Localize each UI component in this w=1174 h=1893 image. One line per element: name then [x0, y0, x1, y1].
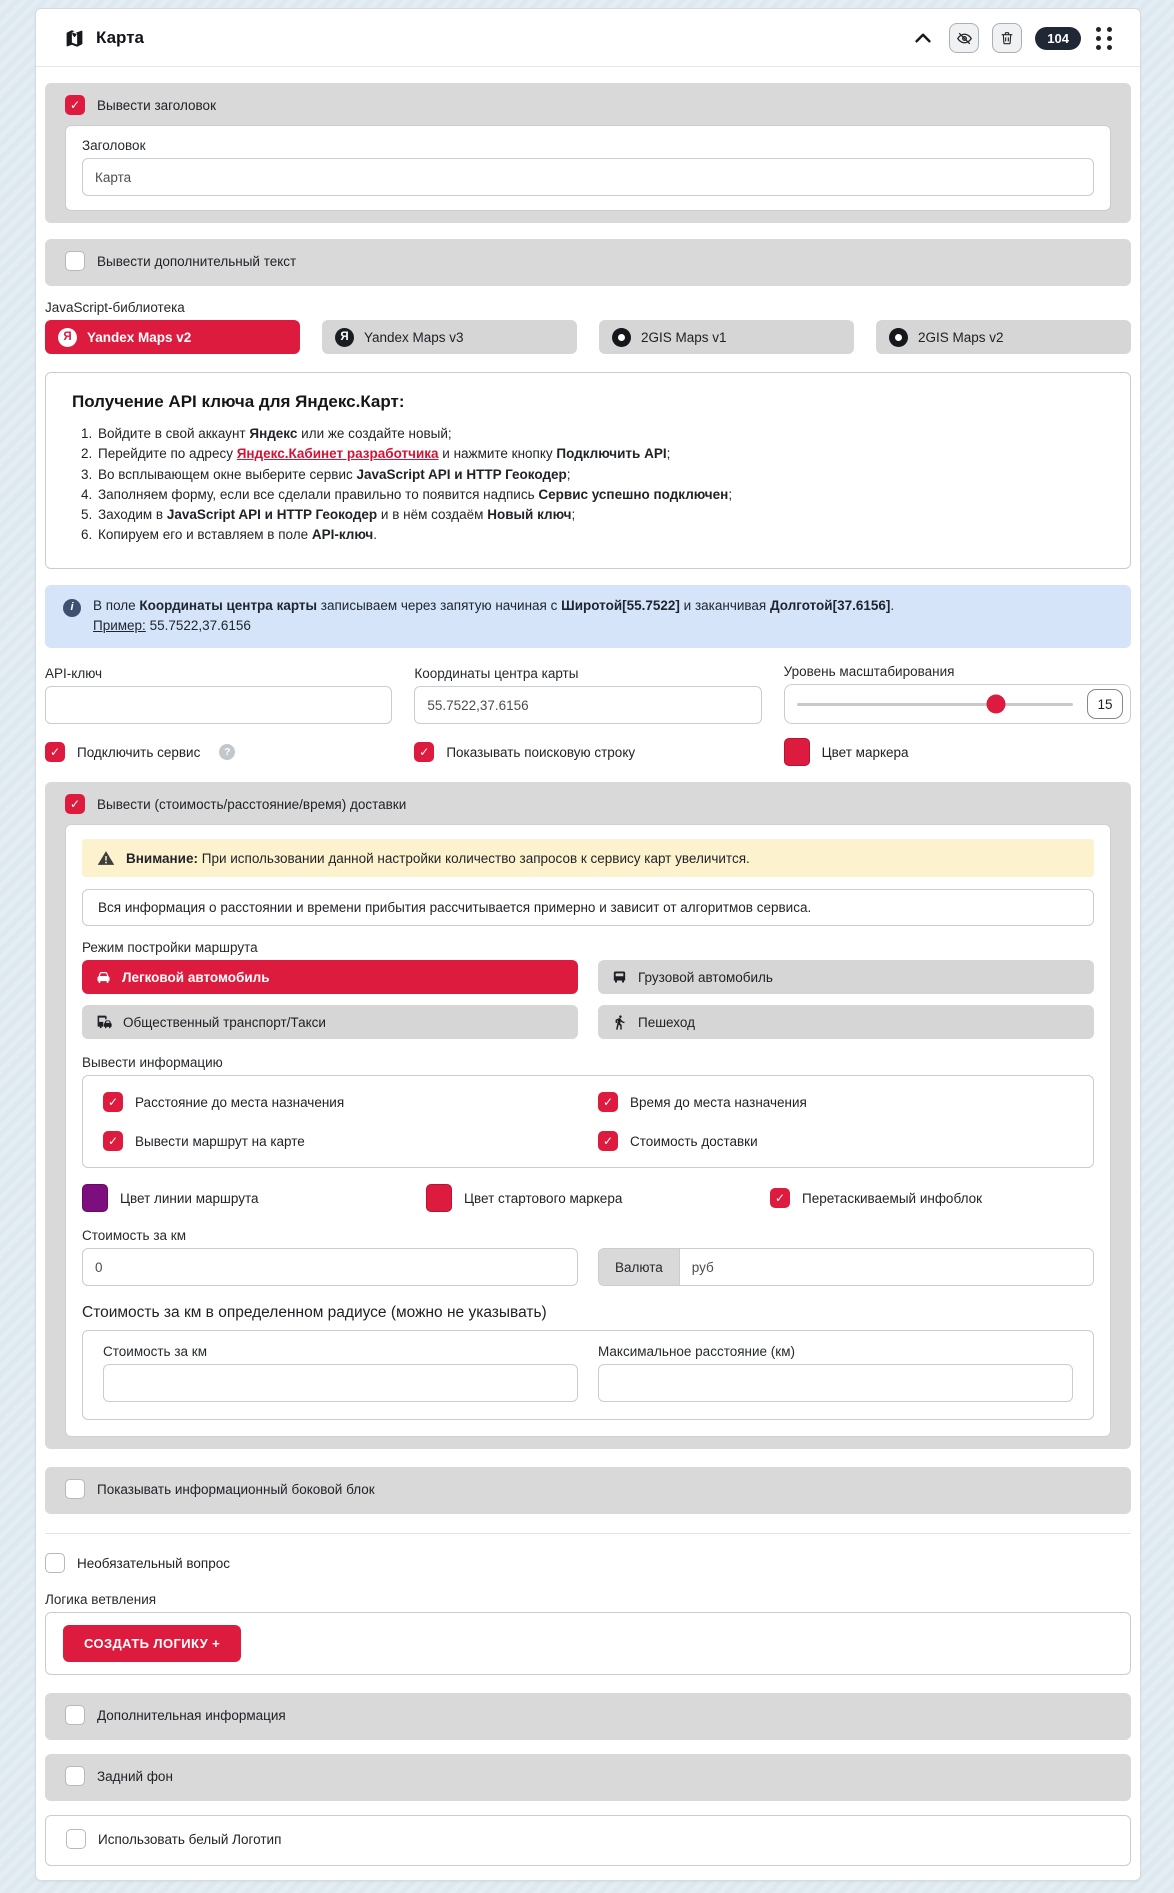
- bus-taxi-icon: [95, 1013, 113, 1031]
- instruction-step: 2. Перейдите по адресу Яндекс.Кабинет разработчика и нажмите кнопку Подключить API;: [96, 444, 1104, 464]
- zoom-level-label: Уровень масштабирования: [783, 664, 955, 680]
- checkbox-sidebar-block[interactable]: [65, 1479, 375, 1499]
- chevron-up-icon: [912, 27, 934, 49]
- checkbox-checked-icon: ✓: [598, 1092, 618, 1112]
- map-icon: [64, 28, 85, 49]
- api-key-field-group: [45, 666, 392, 724]
- route-mode-options: [82, 960, 1094, 1039]
- map-widget-card: [35, 8, 1141, 1881]
- yandex-logo-icon: Я: [58, 328, 77, 347]
- zoom-level-field-group: [784, 664, 1131, 724]
- instruction-step: 3. Во всплывающем окне выберите сервис JavaScript API и HTTP Геокодер;: [96, 465, 1104, 485]
- library-options: [45, 320, 1131, 354]
- checkbox-checked-icon: ✓: [65, 95, 85, 115]
- checkbox-extra-info[interactable]: [65, 1705, 286, 1725]
- checkbox-label: Расстояние до места назначения: [135, 1094, 345, 1110]
- section-divider: [45, 1533, 1131, 1534]
- title-field-label: Заголовок: [82, 138, 146, 153]
- service-toggles-row: [45, 738, 1131, 766]
- cost-per-km-label: Стоимость за км: [82, 1228, 186, 1244]
- checkbox-checked-icon: ✓: [598, 1131, 618, 1151]
- route-line-color-swatch[interactable]: [82, 1184, 108, 1212]
- slider-thumb[interactable]: [986, 695, 1005, 714]
- branch-logic-box: [45, 1612, 1131, 1675]
- checkbox-background[interactable]: [65, 1766, 173, 1786]
- start-marker-color-item: [426, 1184, 750, 1212]
- title-input[interactable]: [82, 158, 1094, 196]
- checkbox-show-title[interactable]: [65, 95, 216, 115]
- mode-label: Легковой автомобиль: [122, 969, 270, 985]
- delivery-warning-text: Внимание: При использовании данной настройки количество запросов к сервису карт увеличится.: [126, 850, 750, 866]
- zoom-slider: [784, 684, 1131, 724]
- api-instructions-list: [72, 424, 1104, 546]
- instruction-step: 4. Заполняем форму, если все сделали правильно то появится надпись Сервис успешно подключен;: [96, 485, 1104, 505]
- route-line-color-label: Цвет линии маршрута: [120, 1190, 259, 1206]
- count-badge: 104: [1035, 27, 1081, 50]
- lib-option-label: 2GIS Maps v1: [641, 329, 727, 345]
- info-output-options: [82, 1075, 1094, 1168]
- instruction-step: 1. Войдите в свой аккаунт Яндекс или же создайте новый;: [96, 424, 1104, 444]
- currency-group: [598, 1248, 1094, 1286]
- checkbox-label: Задний фон: [97, 1768, 173, 1784]
- eye-slash-icon: [956, 30, 973, 47]
- checkbox-show-search[interactable]: [414, 742, 761, 762]
- delivery-warning: [82, 839, 1094, 877]
- checkbox-delivery-cost[interactable]: [598, 1131, 1073, 1151]
- cost-row: [82, 1248, 1094, 1286]
- lib-option-label: 2GIS Maps v2: [918, 329, 1004, 345]
- radius-section-title: Стоимость за км в определенном радиусе (можно не указывать): [82, 1304, 547, 1322]
- checkbox-delivery[interactable]: [65, 794, 406, 814]
- checkbox-extra-text[interactable]: [65, 251, 296, 271]
- checkbox-label: Вывести дополнительный текст: [97, 253, 297, 269]
- car-icon: [95, 969, 112, 986]
- center-coords-input[interactable]: [414, 686, 761, 724]
- sidebar-info-section: [45, 1467, 1131, 1514]
- radius-max-input[interactable]: [598, 1364, 1073, 1402]
- checkbox-label: Перетаскиваемый инфоблок: [802, 1190, 983, 1206]
- collapse-button[interactable]: [910, 25, 936, 51]
- checkbox-optional-question[interactable]: [45, 1553, 230, 1573]
- mode-label: Пешеход: [638, 1014, 695, 1030]
- info-icon: i: [63, 599, 81, 617]
- info-output-label: Вывести информацию: [82, 1055, 223, 1071]
- pedestrian-icon: [611, 1014, 628, 1031]
- checkbox-white-logo[interactable]: [66, 1829, 281, 1849]
- mode-label: Грузовой автомобиль: [638, 969, 773, 985]
- checkbox-label: Время до места назначения: [630, 1094, 807, 1110]
- create-logic-button[interactable]: СОЗДАТЬ ЛОГИКУ +: [63, 1625, 241, 1662]
- white-logo-section: [45, 1815, 1131, 1866]
- checkbox-label: Использовать белый Логотип: [98, 1831, 282, 1847]
- connect-service-item: [45, 742, 392, 762]
- lib-option-label: Yandex Maps v3: [364, 329, 464, 345]
- center-coords-field-group: [414, 666, 761, 724]
- checkbox-label: Вывести маршрут на карте: [135, 1133, 305, 1149]
- title-field-panel: [65, 125, 1111, 211]
- checkbox-label: Вывести заголовок: [97, 97, 216, 113]
- checkbox-unchecked-icon: [45, 1553, 65, 1573]
- delivery-section: [45, 782, 1131, 1449]
- radius-cost-field-group: [103, 1344, 578, 1402]
- extra-info-section: [45, 1693, 1131, 1740]
- warning-icon: [97, 849, 115, 867]
- checkbox-connect-service[interactable]: [45, 742, 200, 762]
- question-help-icon[interactable]: ?: [219, 744, 235, 760]
- widget-header-actions: [910, 23, 1114, 53]
- marker-color-swatch[interactable]: [784, 738, 810, 766]
- instruction-step: 5. Заходим в JavaScript API и HTTP Геокодер и в нём создаём Новый ключ;: [96, 505, 1104, 525]
- route-colors-row: [82, 1184, 1094, 1212]
- hide-button[interactable]: [949, 23, 979, 53]
- currency-addon-label: Валюта: [599, 1249, 680, 1285]
- checkbox-label: Необязательный вопрос: [77, 1555, 230, 1571]
- checkbox-unchecked-icon: [65, 251, 85, 271]
- 2gis-logo-icon: [612, 328, 631, 347]
- checkbox-label: Вывести (стоимость/расстояние/время) доставки: [97, 796, 407, 812]
- checkbox-draggable-infoblock[interactable]: [770, 1188, 1094, 1208]
- 2gis-logo-icon: [889, 328, 908, 347]
- api-key-input[interactable]: [45, 686, 392, 724]
- cost-per-km-input[interactable]: [82, 1248, 578, 1286]
- checkbox-label: Подключить сервис: [77, 744, 201, 760]
- marker-color-label: Цвет маркера: [821, 744, 909, 760]
- drag-handle[interactable]: [1094, 25, 1114, 52]
- lib-option-yandex-v2[interactable]: [45, 320, 300, 354]
- delivery-note: Вся информация о расстоянии и времени прибытия рассчитывается примерно и зависит от алгоритмов сервиса.: [82, 889, 1094, 926]
- currency-input[interactable]: [680, 1249, 1093, 1285]
- checkbox-unchecked-icon: [66, 1829, 86, 1849]
- delivery-panel: [65, 824, 1111, 1437]
- checkbox-unchecked-icon: [65, 1766, 85, 1786]
- delete-button[interactable]: [992, 23, 1022, 53]
- instruction-step: 6. Копируем его и вставляем в поле API-ключ.: [96, 525, 1104, 545]
- checkbox-time[interactable]: [598, 1092, 1073, 1112]
- branch-logic-label: Логика ветвления: [45, 1592, 157, 1608]
- checkbox-unchecked-icon: [65, 1479, 85, 1499]
- radius-box: [82, 1330, 1094, 1420]
- checkbox-checked-icon: ✓: [770, 1188, 790, 1208]
- checkbox-distance[interactable]: [103, 1092, 578, 1112]
- checkbox-route-on-map[interactable]: [103, 1131, 578, 1151]
- checkbox-checked-icon: ✓: [45, 742, 65, 762]
- widget-body: [36, 67, 1140, 1880]
- zoom-value: 15: [1087, 689, 1123, 719]
- lib-option-yandex-v3[interactable]: [322, 320, 577, 354]
- radius-max-label: Максимальное расстояние (км): [598, 1344, 795, 1360]
- radius-cost-input[interactable]: [103, 1364, 578, 1402]
- start-marker-color-swatch[interactable]: [426, 1184, 452, 1212]
- radius-max-field-group: [598, 1344, 1073, 1402]
- radius-cost-label: Стоимость за км: [103, 1344, 207, 1360]
- api-instructions-box: [45, 372, 1131, 569]
- route-line-color-item: [82, 1184, 406, 1212]
- background-section: [45, 1754, 1131, 1801]
- route-mode-label: Режим постройки маршрута: [82, 940, 258, 956]
- truck-icon: [611, 969, 628, 986]
- checkbox-checked-icon: ✓: [414, 742, 434, 762]
- lib-option-2gis-v2[interactable]: [876, 320, 1131, 354]
- show-title-section: [45, 83, 1131, 223]
- show-extra-text-section: [45, 239, 1131, 286]
- checkbox-checked-icon: ✓: [103, 1131, 123, 1151]
- center-coords-label: Координаты центра карты: [414, 666, 579, 682]
- mode-car-button[interactable]: [82, 960, 578, 994]
- checkbox-unchecked-icon: [65, 1705, 85, 1725]
- map-settings-row: [45, 664, 1131, 724]
- lib-option-2gis-v1[interactable]: [599, 320, 854, 354]
- widget-header-left: [64, 28, 144, 49]
- yandex-dev-cabinet-link[interactable]: Яндекс.Кабинет разработчика: [236, 446, 439, 462]
- checkbox-checked-icon: ✓: [103, 1092, 123, 1112]
- checkbox-checked-icon: ✓: [65, 794, 85, 814]
- api-key-label: API-ключ: [45, 666, 103, 682]
- coords-note-text: В поле Координаты центра карты записываем через запятую начиная с Широтой[55.7522] и заканчивая Долготой[37.6156]. Пример: 55.7522,37.6156: [93, 597, 895, 634]
- yandex-logo-icon: Я: [335, 328, 354, 347]
- mode-transit-button[interactable]: [82, 1005, 578, 1039]
- widget-header: [36, 9, 1140, 67]
- coords-note-box: [45, 585, 1131, 649]
- start-marker-color-label: Цвет стартового маркера: [464, 1190, 623, 1206]
- mode-label: Общественный транспорт/Такси: [123, 1014, 326, 1030]
- checkbox-label: Дополнительная информация: [97, 1707, 286, 1723]
- library-label: JavaScript-библиотека: [45, 300, 185, 315]
- checkbox-label: Показывать информационный боковой блок: [97, 1481, 375, 1497]
- lib-option-label: Yandex Maps v2: [87, 329, 192, 345]
- checkbox-label: Показывать поисковую строку: [446, 744, 636, 760]
- marker-color-item: [784, 738, 1131, 766]
- slider-track[interactable]: [797, 703, 1073, 706]
- mode-walk-button[interactable]: [598, 1005, 1094, 1039]
- trash-icon: [999, 30, 1015, 46]
- page-title: Карта: [96, 28, 144, 47]
- mode-truck-button[interactable]: [598, 960, 1094, 994]
- checkbox-label: Стоимость доставки: [630, 1133, 758, 1149]
- api-instructions-title: Получение API ключа для Яндекс.Карт:: [72, 392, 405, 411]
